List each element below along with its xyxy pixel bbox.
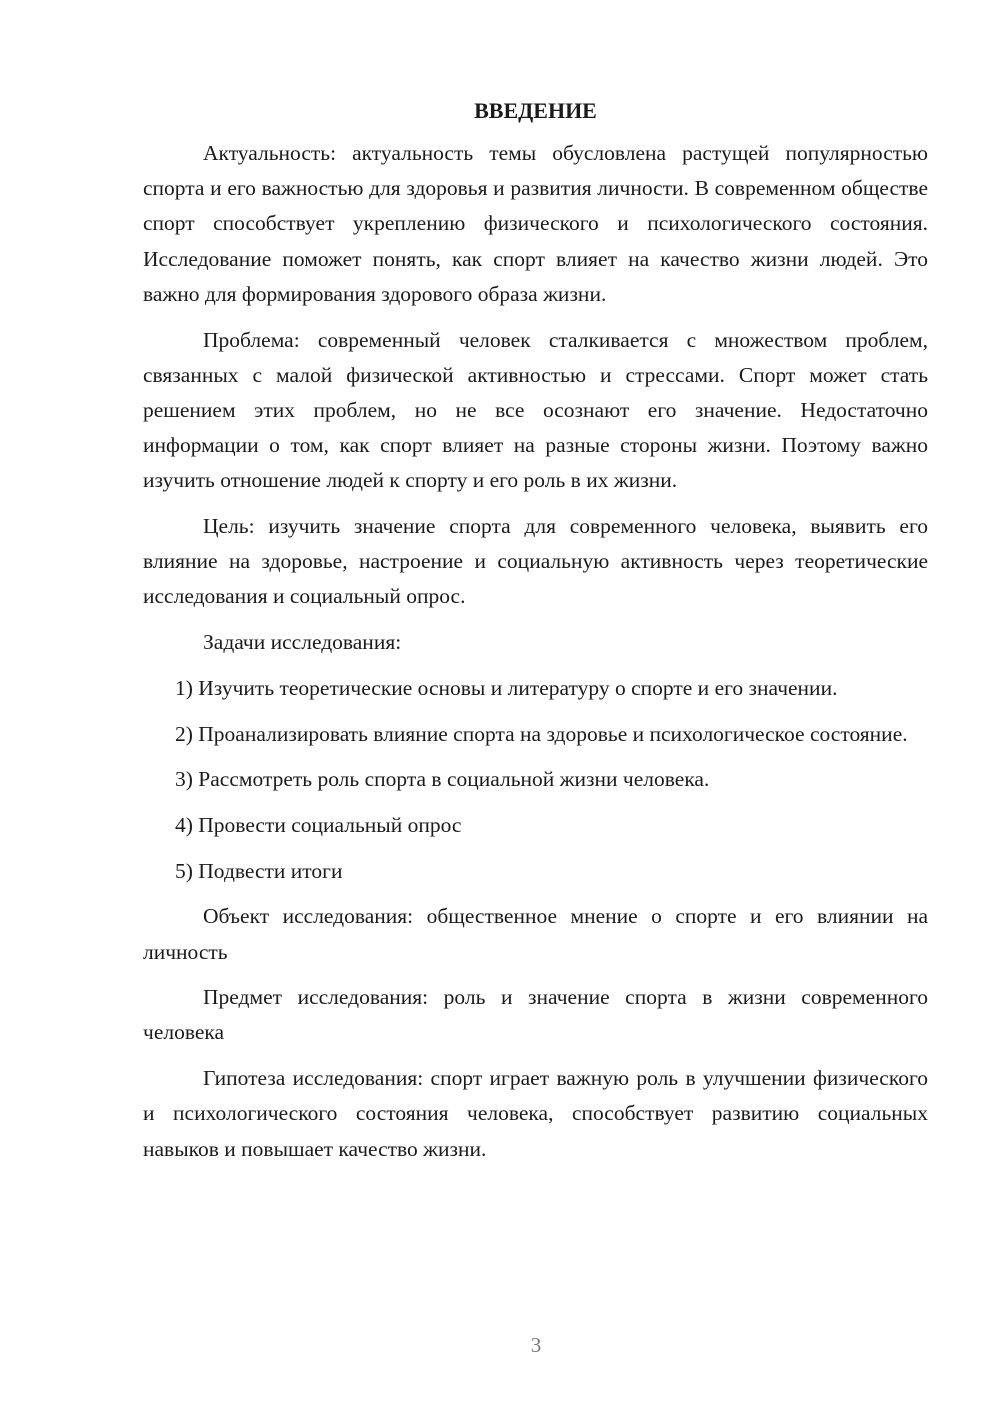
document-page bbox=[143, 96, 928, 1177]
page-title: ВВЕДЕНИЕ bbox=[474, 98, 597, 123]
paragraph-problem: Проблема: современный человек сталкивается с множеством проблем, связанных с малой физической активностью и стрессами. Спорт может стать решением этих проблем, но не все осознают его значение. Недостаточно информации о том, как спорт влияет на разные стороны жизни. Поэтому важно изучить отношение людей к спорту и его роль в их жизни. bbox=[143, 327, 928, 493]
task-item-2: 2) Проанализировать влияние спорта на здоровье и психологическое состояние. bbox=[175, 721, 908, 746]
paragraph-hypothesis: Гипотеза исследования: спорт играет важную роль в улучшении физического и психологического состояния человека, способствует развитию социальных навыков и повышает качество жизни. bbox=[143, 1066, 928, 1161]
tasks-heading: Задачи исследования: bbox=[203, 630, 402, 655]
task-item-4: 4) Провести социальный опрос bbox=[175, 812, 462, 837]
paragraph-goal: Цель: изучить значение спорта для современного человека, выявить его влияние на здоровье, настроение и социальную активность через теоретические исследования и социальный опрос. bbox=[143, 514, 928, 609]
page-number: 3 bbox=[530, 1333, 542, 1357]
paragraph-relevance: Актуальность: актуальность темы обусловлена растущей популярностью спорта и его важностью для здоровья и развития личности. В современном обществе спорт способствует укреплению физического и психологического состояния. Исследование поможет понять, как спорт влияет на качество жизни людей. Это важно для формирования здорового образа жизни. bbox=[143, 141, 928, 306]
paragraph-subject: Предмет исследования: роль и значение спорта в жизни современного человека bbox=[143, 985, 928, 1045]
task-item-1: 1) Изучить теоретические основы и литературу о спорте и его значении. bbox=[175, 675, 838, 700]
paragraph-object: Объект исследования: общественное мнение о спорте и его влиянии на личность bbox=[143, 904, 928, 964]
task-item-3: 3) Рассмотреть роль спорта в социальной жизни человека. bbox=[175, 767, 710, 792]
task-item-5: 5) Подвести итоги bbox=[175, 858, 343, 883]
